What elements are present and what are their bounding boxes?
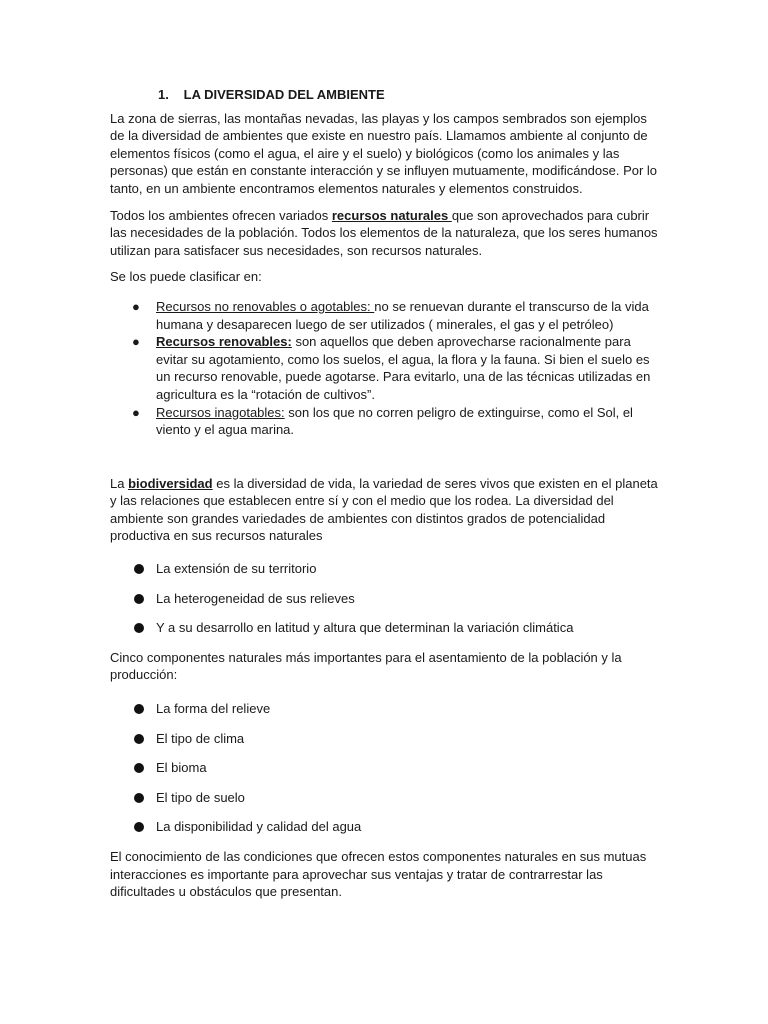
list-item	[110, 700, 658, 718]
list-item-text: son los que no corren peligro de extinguirse, como el Sol, el viento y el agua marina.	[156, 404, 633, 438]
text-span: La	[110, 475, 129, 491]
list-item	[110, 619, 658, 637]
paragraph-ambiente: La zona de sierras, las montañas nevadas, las playas y los campos sembrados son ejemplos de la diversidad de ambientes que existe en nuestro país. Llamamos ambiente al conjunto de elementos físicos (como el agua, el aire y el suelo) y biológicos (como los animales y las personas) que están en constante interacción y se influyen mutuamente, modificándose. Por lo tanto, en un ambiente encontramos elementos naturales y elementos construidos.	[110, 110, 658, 196]
text-span: es la diversidad de vida, la variedad de seres vivos que existen en el planeta y las relaciones que establecen entre sí y con el medio que los rodea. La diversidad del ambiente son grandes variedades de ambientes con distintos grados de potencialidad productiva en sus recursos naturales	[110, 475, 658, 544]
list-item-text: no se renuevan durante el transcurso de la vida humana y desaparecen luego de ser utilizados ( minerales, el gas y el petróleo)	[156, 298, 649, 332]
components-list	[110, 700, 658, 836]
term-no-renovables: Recursos no renovables o agotables:	[156, 298, 375, 314]
spacer	[110, 439, 658, 475]
paragraph-conocimiento: El conocimiento de las condiciones que ofrecen estos componentes naturales en sus mutuas interacciones es importante para aprovechar sus ventajas y tratar de contrarrestar las dificultades u obstáculos que presentan.	[110, 849, 647, 900]
list-item-text: La forma del relieve	[156, 701, 271, 717]
bullet-icon	[134, 763, 144, 773]
bullet-icon	[134, 793, 144, 803]
list-item	[110, 560, 658, 578]
section-heading	[110, 86, 658, 104]
list-item	[110, 404, 658, 439]
paragraph-componentes: Cinco componentes naturales más importantes para el asentamiento de la población y la producción:	[110, 649, 622, 683]
paragraph-recursos	[110, 207, 658, 260]
bullet-icon	[134, 822, 144, 832]
list-item	[110, 759, 658, 777]
list-item	[110, 818, 658, 836]
list-item	[110, 298, 658, 333]
list-item-text: La disponibilidad y calidad del agua	[156, 819, 362, 835]
heading-title: LA DIVERSIDAD DEL AMBIENTE	[183, 87, 385, 102]
document-page	[110, 86, 658, 901]
paragraph-biodiversidad	[110, 475, 658, 545]
bullet-icon	[134, 564, 144, 574]
list-item-text: son aquellos que deben aprovecharse racionalmente para evitar su agotamiento, como los suelos, el agua, la flora y la fauna. Si bien el suelo es un recurso renovable, puede agotarse. Para evitarlo, una de las técnicas utilizadas en agricultura es la “rotación de cultivos”.	[156, 334, 651, 402]
list-item	[110, 730, 658, 748]
resource-list	[110, 298, 658, 439]
heading-number: 1.	[158, 87, 169, 102]
bullet-icon: ●	[132, 334, 140, 350]
term-biodiversidad: biodiversidad	[128, 475, 213, 491]
list-item	[110, 333, 658, 403]
bullet-icon: ●	[132, 298, 140, 314]
list-item	[110, 789, 658, 807]
bullet-icon	[134, 594, 144, 604]
list-item-text: La heterogeneidad de sus relieves	[156, 590, 355, 606]
term-renovables: Recursos renovables:	[156, 334, 292, 350]
list-item-text: Y a su desarrollo en latitud y altura que determinan la variación climática	[156, 620, 574, 636]
list-item-text: El bioma	[156, 760, 207, 776]
bullet-icon	[134, 623, 144, 633]
bullet-icon	[134, 734, 144, 744]
term-inagotables: Recursos inagotables:	[156, 404, 285, 420]
list-item-text: El tipo de suelo	[156, 789, 245, 805]
diversity-factors-list	[110, 560, 658, 637]
list-item-text: El tipo de clima	[156, 730, 245, 746]
bullet-icon: ●	[132, 404, 140, 420]
list-item-text: La extensión de su territorio	[156, 561, 317, 577]
paragraph-clasificar: Se los puede clasificar en:	[110, 269, 262, 285]
text-span: que son aprovechados para cubrir las necesidades de la población. Todos los elementos de la naturaleza, que los seres humanos utilizan para satisfacer sus necesidades, son recursos naturales.	[110, 207, 658, 258]
term-recursos-naturales: recursos naturales	[331, 207, 452, 223]
list-item	[110, 590, 658, 608]
text-span: Todos los ambientes ofrecen variados	[110, 207, 332, 223]
bullet-icon	[134, 704, 144, 714]
